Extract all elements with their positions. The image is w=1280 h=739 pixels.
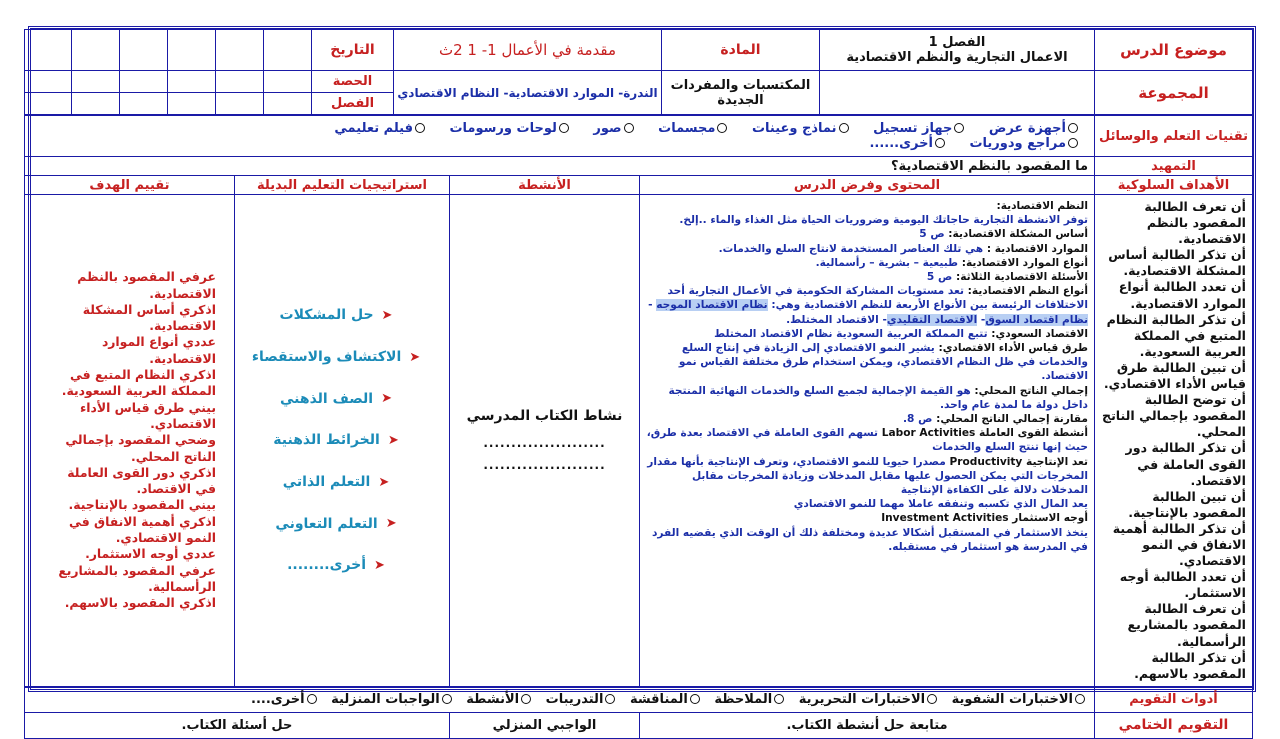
- radio-circle-icon: [605, 694, 615, 704]
- date-cell[interactable]: [120, 30, 168, 71]
- evaluation-item: اذكري دور القوى العاملة في الاقتصاد.: [67, 464, 216, 497]
- period-cell[interactable]: [264, 71, 312, 93]
- evaluation-item: عددي أوجه الاستثمار.: [85, 546, 216, 562]
- radio-circle-icon: [1068, 138, 1078, 148]
- objective-item: أن تذكر الطالبة النظام المتبع في المملكة العربية السعودية.: [1106, 311, 1246, 359]
- vocab-value: الندرة- الموارد الاقتصادية- النظام الاقتصادي: [394, 71, 662, 115]
- objectives-header: الأهداف السلوكية: [1095, 176, 1253, 195]
- period-cell[interactable]: [72, 71, 120, 93]
- radio-circle-icon: [521, 694, 531, 704]
- activities-cell: [450, 195, 640, 687]
- tools-label: تقنيات التعلم والوسائل: [1095, 116, 1253, 157]
- assessment-option[interactable]: الواجبات المنزلية: [331, 692, 452, 707]
- evaluation-cell: [24, 195, 234, 687]
- strategies-cell: [235, 195, 450, 687]
- strategy-item[interactable]: ➤ التعلم الذاتي: [282, 474, 390, 491]
- footer-table: [24, 687, 1253, 739]
- final-follow: متابعة حل أنشطة الكتاب.: [640, 712, 1095, 738]
- radio-circle-icon: [954, 123, 964, 133]
- arrow-left-icon: ➤: [387, 432, 399, 448]
- arrow-left-icon: ➤: [374, 557, 385, 573]
- date-cell[interactable]: [264, 30, 312, 71]
- radio-circle-icon: [1068, 123, 1078, 133]
- period-cell[interactable]: [25, 71, 72, 93]
- radio-circle-icon: [559, 123, 569, 133]
- period-cell[interactable]: [120, 71, 168, 93]
- assessment-option[interactable]: الاختبارات الشفوية: [952, 692, 1085, 707]
- date-cell[interactable]: [25, 30, 72, 71]
- header-table: [24, 29, 1253, 115]
- assessment-label: أدوات التقويم: [1095, 687, 1253, 712]
- activities-header: الأنشطة: [450, 176, 640, 195]
- arrow-left-icon: ➤: [381, 307, 393, 323]
- lesson-plan-sheet: [28, 26, 1256, 734]
- evaluation-item: بيني طرق قياس الأداء الاقتصادي.: [79, 399, 216, 431]
- objective-item: أن تبين الطالبة المقصود بالإنتاجية.: [1128, 488, 1246, 520]
- strategy-item[interactable]: ➤ الخرائط الذهنية: [273, 432, 399, 449]
- radio-circle-icon: [927, 694, 937, 704]
- objective-item: أن تعرف الطالبة المقصود بالنظم الاقتصادية.: [1144, 199, 1246, 247]
- objectives-cell: [1095, 195, 1253, 687]
- strategy-item[interactable]: ➤ الصف الذهني: [279, 390, 393, 407]
- tools-row-1: [31, 121, 1088, 136]
- class-cell[interactable]: [72, 93, 120, 115]
- arrow-left-icon: ➤: [381, 391, 393, 407]
- evaluation-header: تقييم الهدف: [24, 176, 234, 195]
- tool-option[interactable]: جهاز تسجيل: [873, 121, 964, 136]
- strategies-header: استراتيجيات التعليم البديلة: [235, 176, 450, 195]
- objective-item: أن تذكر الطالبة المقصود بالاسهم.: [1134, 649, 1246, 681]
- radio-circle-icon: [415, 123, 425, 133]
- arrow-left-icon: ➤: [385, 516, 397, 532]
- objective-item: أن تعدد الطالبة أوجه الاستثمار.: [1119, 569, 1246, 601]
- assessment-option[interactable]: أخرى....: [251, 692, 317, 707]
- objective-item: أن تذكر الطالبة دور القوى العاملة في الاقتصاد.: [1125, 440, 1246, 488]
- period-label: الحصة: [312, 71, 394, 93]
- evaluation-item: اذكري المقصود بالاسهم.: [64, 595, 216, 611]
- period-cell[interactable]: [168, 71, 216, 93]
- final-label: التقويم الختامي: [1095, 712, 1253, 738]
- objective-item: أن تذكر الطالبة أساس المشكلة الاقتصادية.: [1108, 247, 1246, 279]
- lesson-title-cell: [820, 30, 1095, 71]
- tool-option[interactable]: صور: [593, 121, 633, 136]
- radio-circle-icon: [624, 123, 634, 133]
- activity-dots: ......................: [483, 458, 606, 473]
- content-cell: [640, 195, 1095, 687]
- intro-question: ما المقصود بالنظم الاقتصادية؟: [24, 157, 1094, 176]
- chapter-text: الفصل 1: [928, 35, 986, 50]
- homework-label: الواجبي المنزلي: [450, 712, 640, 738]
- date-cell[interactable]: [72, 30, 120, 71]
- evaluation-item: عرفي المقصود بالمشاريع الرأسمالية.: [58, 562, 216, 594]
- radio-circle-icon: [307, 694, 317, 704]
- assessment-options: [24, 687, 1094, 712]
- body-table: [24, 115, 1253, 687]
- objective-item: أن تعدد الطالبة أنواع الموارد الاقتصادية.: [1118, 279, 1246, 311]
- class-cell[interactable]: [216, 93, 264, 115]
- radio-circle-icon: [935, 138, 945, 148]
- period-cell[interactable]: [216, 71, 264, 93]
- strategy-item[interactable]: ➤ التعلم التعاوني: [275, 515, 397, 532]
- tool-option[interactable]: نماذج وعينات: [752, 121, 849, 136]
- class-cell[interactable]: [264, 93, 312, 115]
- lesson-title: الاعمال التجارية والنظم الاقتصادية: [846, 50, 1068, 65]
- assessment-option[interactable]: المناقشة: [630, 692, 700, 707]
- objective-item: أن تذكر الطالبة أهمية الانفاق في النمو الاقتصادي.: [1112, 520, 1246, 569]
- radio-circle-icon: [774, 694, 784, 704]
- radio-circle-icon: [442, 694, 452, 704]
- evaluation-list: [25, 269, 234, 611]
- group-label: المجموعة: [1095, 71, 1253, 115]
- objectives-list: [1095, 195, 1252, 686]
- objective-item: أن تعرف الطالبة المقصود بالمشاريع الرأسمالية.: [1127, 601, 1246, 649]
- radio-circle-icon: [690, 694, 700, 704]
- radio-circle-icon: [839, 123, 849, 133]
- course-label: المادة: [662, 30, 820, 71]
- strategy-item[interactable]: ➤ أخرى........: [287, 557, 385, 574]
- assessment-option[interactable]: التدريبات: [546, 692, 616, 707]
- tool-option[interactable]: أخرى......: [869, 136, 944, 151]
- intro-label: التمهيد: [1095, 157, 1253, 176]
- tools-row-2: [31, 136, 1088, 151]
- activity-dots: ......................: [483, 436, 606, 451]
- class-cell[interactable]: [25, 93, 72, 115]
- tools-options: [24, 116, 1094, 157]
- strategy-item[interactable]: ➤ الاكتشاف والاستقصاء: [251, 349, 421, 366]
- tool-option[interactable]: أجهزة عرض: [989, 121, 1078, 136]
- evaluation-item: اذكري النظام المتبع في المملكة العربية السعودية.: [61, 367, 216, 399]
- assessment-option[interactable]: الاختبارات التحريرية: [799, 692, 937, 707]
- objective-item: أن توضح الطالبة المقصود بإجمالي الناتج المحلي.: [1102, 392, 1246, 440]
- objective-item: أن تبين الطالبة طرق قياس الأداء الاقتصادي.: [1103, 359, 1246, 392]
- arrow-left-icon: ➤: [378, 474, 390, 490]
- class-label: الفصل: [312, 93, 394, 115]
- subject-label: موضوع الدرس: [1095, 30, 1253, 71]
- strategies-list: [235, 295, 449, 587]
- evaluation-item: عرفي المقصود بالنظم الاقتصادية.: [77, 269, 216, 301]
- date-cell[interactable]: [216, 30, 264, 71]
- evaluation-item: اذكري أساس المشكلة الاقتصادية.: [82, 301, 216, 334]
- assessment-option[interactable]: الأنشطة: [466, 692, 531, 707]
- tool-option[interactable]: مجسمات: [658, 121, 727, 136]
- radio-circle-icon: [717, 123, 727, 133]
- date-label: التاريخ: [312, 30, 394, 71]
- class-cell[interactable]: [120, 93, 168, 115]
- tool-option[interactable]: فيلم تعليمي: [334, 121, 425, 136]
- tool-option[interactable]: لوحات ورسومات: [449, 121, 568, 136]
- strategy-item[interactable]: ➤ حل المشكلات: [279, 307, 393, 324]
- lesson-content: النظم الاقتصادية: توفر الانشطة التجارية حاجاتك اليومية وضروريات الحياة مثل الغذاء والماء ..إلخ. أساس المشكلة الاقتصادية: ص 5 الموارد الاقتصادية : هي تلك العناصر المستخدمة لانتاج السلع والخدمات. أنواع الموارد الاقتصادية: طبيعية – بشرية – رأسمالية. الأسئلة الاقتصادية الثلاثة: ص 5 أنواع النظم الاقتصادية: تعد مستويات المشاركة الحكومية في الأعمال التجارية أحد الاختلافات الرئيسة بين الأنواع الأربعة للنظم الاقتصادية وهي: نظام الاقتصاد الموجه - نظام اقتصاد السوق- الاقتصاد التقليدي- الاقتصاد المختلط. الاقتصاد السعودي: تتبع المملكة العربية السعودية نظام الاقتصاد المختلط طرق قياس الأداء الاقتصادي: يشير النمو الاقتصادي إلى الزيادة في إنتاج السلع والخدمات في ظل النظام الاقتصادي، ويمكن استخدام طرق مختلفة القياس نمو الاقتصاد. إجمالي الناتج المحلي: هو القيمة الإجمالية لجميع السلع والخدمات النهائية المنتجة داخل دولة ما لمدة عام واحد. مقارنة إجمالي الناتج المحلي: ص 8. أنشطة القوى العاملة Labor Activities تسهم القوى العاملة في الاقتصاد بعدة طرق، حيث إنها تنتج السلع والخدمات تعد الإنتاجية Productivity مصدرا حيويا للنمو الاقتصادي، وتعرف الإنتاجية بأنها مقدار المخرجات التي يمكن الحصول عليها مقابل المدخلات وزيادة المخرجات مقابل المدخلات دلالة على الكفاءة الإنتاجية يعد المال الذي تكسبه وتنفقه عاملا مهما للنمو الاقتصادي أوجه الاستثمار Investment Activities يتخذ الاستثمار في المستقبل أشكالا عديدة ومختلفة ذلك أن الوقت الذي يقضيه الفرد في المدرسة هو استثمار في مستقبله.: [646, 200, 1088, 553]
- activity-main: نشاط الكتاب المدرسي: [466, 408, 623, 425]
- arrow-left-icon: ➤: [409, 349, 421, 365]
- tool-option[interactable]: مراجع ودوريات: [969, 136, 1078, 151]
- class-cell[interactable]: [168, 93, 216, 115]
- homework-value: حل أسئلة الكتاب.: [24, 712, 449, 738]
- date-cell[interactable]: [168, 30, 216, 71]
- group-value-cell[interactable]: [820, 71, 1095, 115]
- vocab-label: المكتسبات والمفردات الجديدة: [662, 71, 820, 115]
- course-name: مقدمة في الأعمال 1- 1 2ث: [394, 30, 662, 71]
- evaluation-item: عددي أنواع الموارد الاقتصادية.: [101, 334, 216, 366]
- evaluation-item: وضحي المقصود بإجمالي الناتج المحلي.: [65, 432, 216, 464]
- content-header: المحتوى وفرض الدرس: [640, 176, 1095, 195]
- evaluation-item: بيني المقصود بالإنتاجية.: [68, 497, 216, 513]
- radio-circle-icon: [1075, 694, 1085, 704]
- evaluation-item: اذكري أهمية الانفاق في النمو الاقتصادي.: [69, 513, 216, 546]
- assessment-option[interactable]: الملاحظة: [714, 692, 784, 707]
